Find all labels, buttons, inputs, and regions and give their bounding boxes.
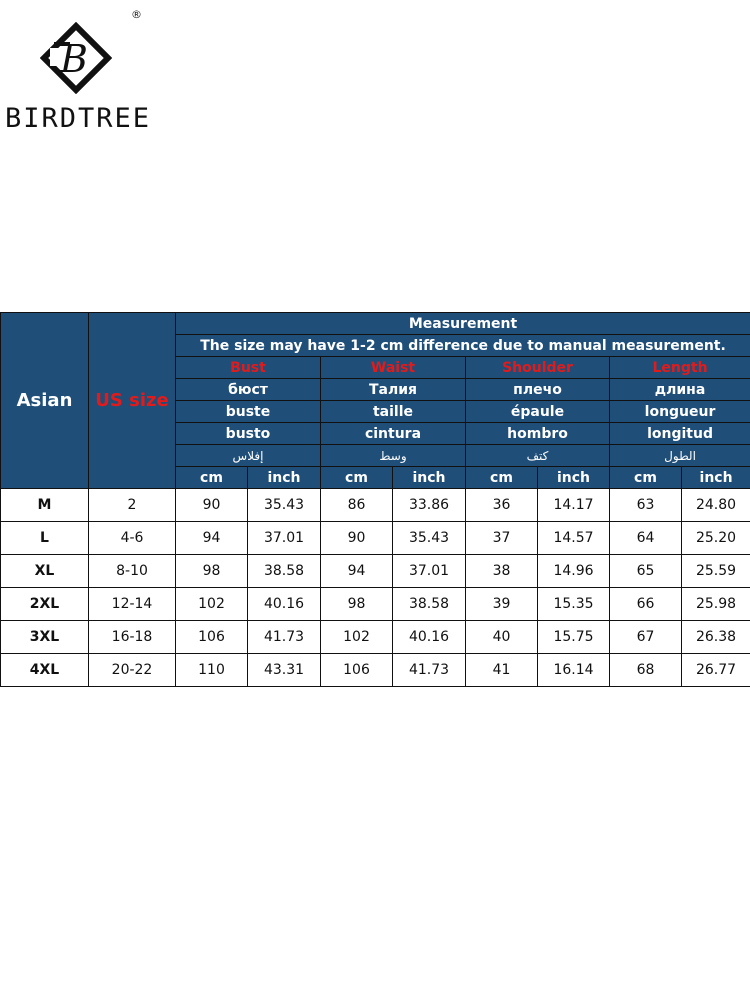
table-row	[1, 588, 750, 621]
measurement-cell: 41.73	[393, 654, 466, 687]
header-bust-ru: бюст	[176, 379, 321, 401]
measurement-cell: 35.43	[248, 489, 321, 522]
header-shoulder-ru: плечо	[466, 379, 610, 401]
measurement-cell: 106	[176, 621, 248, 654]
measurement-cell: 38.58	[248, 555, 321, 588]
us-size-value: 8-10	[89, 555, 176, 588]
measurement-cell: 102	[321, 621, 393, 654]
table-row	[1, 489, 750, 522]
measurement-cell: 63	[610, 489, 682, 522]
measurement-cell: 86	[321, 489, 393, 522]
measurement-cell: 25.59	[682, 555, 750, 588]
unit-inch: inch	[682, 467, 750, 489]
brand-logo	[0, 0, 170, 140]
unit-inch: inch	[538, 467, 610, 489]
measurement-cell: 94	[176, 522, 248, 555]
measurement-cell: 40.16	[393, 621, 466, 654]
measurement-cell: 14.17	[538, 489, 610, 522]
measurement-cell: 26.38	[682, 621, 750, 654]
header-waist-fr: taille	[321, 401, 466, 423]
header-bust-en: Bust	[176, 357, 321, 379]
us-size-value: 20-22	[89, 654, 176, 687]
size-label: L	[1, 522, 89, 555]
header-shoulder-es: hombro	[466, 423, 610, 445]
unit-inch: inch	[393, 467, 466, 489]
svg-text:B: B	[60, 37, 88, 81]
header-shoulder-ar: كتف	[466, 445, 610, 467]
header-length-es: longitud	[610, 423, 750, 445]
header-bust-es: busto	[176, 423, 321, 445]
size-chart-table	[0, 312, 750, 687]
measurement-cell: 14.96	[538, 555, 610, 588]
header-length-ru: длина	[610, 379, 750, 401]
measurement-cell: 39	[466, 588, 538, 621]
us-size-value: 16-18	[89, 621, 176, 654]
measurement-cell: 68	[610, 654, 682, 687]
header-us-size: US size	[89, 313, 176, 489]
measurement-cell: 38	[466, 555, 538, 588]
measurement-cell: 25.98	[682, 588, 750, 621]
measurement-cell: 24.80	[682, 489, 750, 522]
measurement-cell: 16.14	[538, 654, 610, 687]
measurement-cell: 41.73	[248, 621, 321, 654]
table-row	[1, 621, 750, 654]
us-size-value: 2	[89, 489, 176, 522]
measurement-cell: 90	[176, 489, 248, 522]
measurement-cell: 37	[466, 522, 538, 555]
measurement-cell: 98	[176, 555, 248, 588]
us-size-value: 12-14	[89, 588, 176, 621]
unit-cm: cm	[176, 467, 248, 489]
measurement-cell: 98	[321, 588, 393, 621]
unit-cm: cm	[610, 467, 682, 489]
measurement-cell: 15.75	[538, 621, 610, 654]
header-bust-ar: إفلاس	[176, 445, 321, 467]
unit-cm: cm	[321, 467, 393, 489]
measurement-cell: 33.86	[393, 489, 466, 522]
header-note: The size may have 1-2 cm difference due to manual measurement.	[176, 335, 750, 357]
measurement-cell: 37.01	[248, 522, 321, 555]
measurement-cell: 94	[321, 555, 393, 588]
header-shoulder-fr: épaule	[466, 401, 610, 423]
table-row	[1, 522, 750, 555]
size-label: M	[1, 489, 89, 522]
measurement-cell: 43.31	[248, 654, 321, 687]
measurement-cell: 35.43	[393, 522, 466, 555]
measurement-cell: 36	[466, 489, 538, 522]
header-asian: Asian	[1, 313, 89, 489]
header-bust-fr: buste	[176, 401, 321, 423]
brand-name: BIRDTREE	[5, 103, 152, 134]
measurement-cell: 26.77	[682, 654, 750, 687]
measurement-cell: 67	[610, 621, 682, 654]
header-measurement: Measurement	[176, 313, 750, 335]
measurement-cell: 64	[610, 522, 682, 555]
measurement-cell: 37.01	[393, 555, 466, 588]
header-length-fr: longueur	[610, 401, 750, 423]
header-shoulder-en: Shoulder	[466, 357, 610, 379]
unit-cm: cm	[466, 467, 538, 489]
measurement-cell: 106	[321, 654, 393, 687]
size-label: XL	[1, 555, 89, 588]
measurement-cell: 38.58	[393, 588, 466, 621]
table-row	[1, 555, 750, 588]
measurement-cell: 41	[466, 654, 538, 687]
measurement-cell: 65	[610, 555, 682, 588]
measurement-cell: 66	[610, 588, 682, 621]
measurement-cell: 40	[466, 621, 538, 654]
header-length-en: Length	[610, 357, 750, 379]
measurement-cell: 14.57	[538, 522, 610, 555]
header-waist-ru: Талия	[321, 379, 466, 401]
registered-mark: ®	[131, 8, 142, 21]
header-length-ar: الطول	[610, 445, 750, 467]
header-waist-en: Waist	[321, 357, 466, 379]
header-waist-ar: وسط	[321, 445, 466, 467]
table-row	[1, 654, 750, 687]
measurement-cell: 90	[321, 522, 393, 555]
birdtree-logo-icon	[40, 22, 112, 94]
size-label: 3XL	[1, 621, 89, 654]
measurement-cell: 15.35	[538, 588, 610, 621]
unit-inch: inch	[248, 467, 321, 489]
measurement-cell: 40.16	[248, 588, 321, 621]
header-waist-es: cintura	[321, 423, 466, 445]
measurement-cell: 110	[176, 654, 248, 687]
measurement-cell: 102	[176, 588, 248, 621]
size-label: 2XL	[1, 588, 89, 621]
measurement-cell: 25.20	[682, 522, 750, 555]
size-label: 4XL	[1, 654, 89, 687]
us-size-value: 4-6	[89, 522, 176, 555]
